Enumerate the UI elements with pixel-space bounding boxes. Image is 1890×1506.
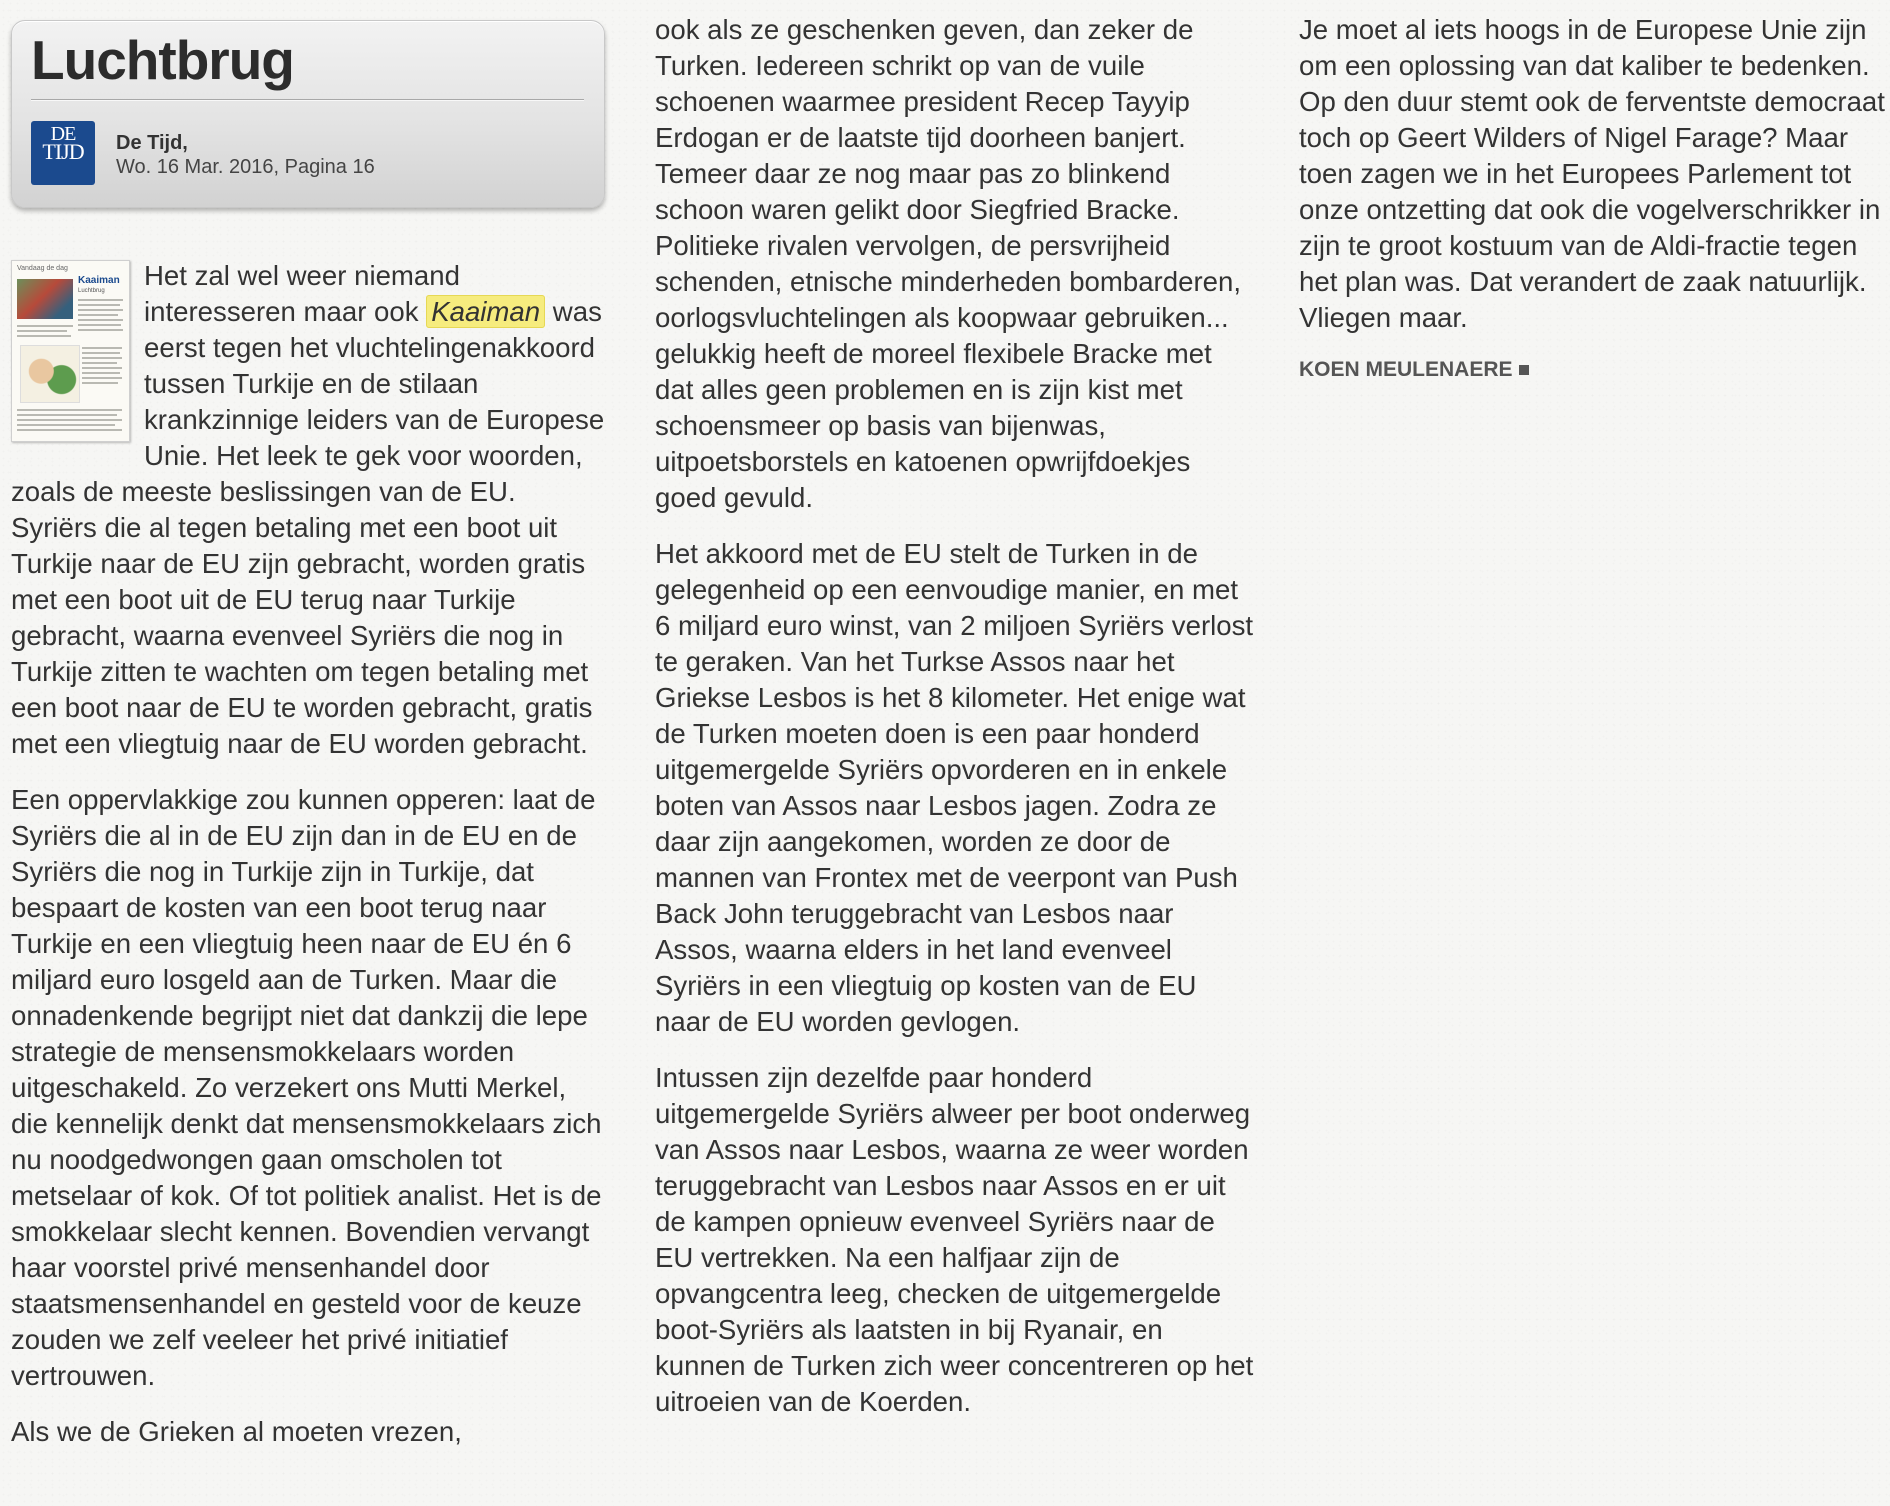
end-mark-icon xyxy=(1519,365,1529,375)
thumbnail-heading-right: Kaaiman xyxy=(78,275,120,286)
logo-text-de: DE xyxy=(50,123,76,145)
article-column-2 xyxy=(655,12,1255,1440)
thumbnail-photo-left xyxy=(17,279,73,319)
de-tijd-logo xyxy=(31,121,95,185)
kaaiman-highlight-link[interactable]: Kaaiman xyxy=(426,295,545,328)
article-column-1 xyxy=(11,20,609,1470)
thumbnail-subtitle: Luchtbrug xyxy=(78,288,105,294)
thumbnail-heading-left: Vandaag de dag xyxy=(17,265,68,272)
paragraph-6: Je moet al iets hoogs in de Europese Unie zijn om een oplossing van dat kaliber te bedenken. Op den duur stemt ook de ferventste democraat toch op Geert Wilders of Nigel Farage? Maar toen zagen we in het Europees Parlement tot onze ontzetting dat ook die vogelverschrikker in zijn te groot kostuum van de Aldi-fractie tegen het plan was. Dat verandert de zaak natuurlijk. Vliegen maar. xyxy=(1299,14,1885,333)
header-divider xyxy=(31,99,584,101)
thumbnail-cartoon xyxy=(20,345,80,403)
article-column-3 xyxy=(1299,12,1889,384)
paragraph-5: Intussen zijn dezelfde paar honderd uitgemergelde Syriërs alweer per boot onderweg van Assos naar Lesbos, waarna ze weer worden teruggebracht van Lesbos naar Assos en er uit de kampen opnieuw evenveel Syriërs naar de EU vertrekken. Na een halfjaar zijn de opvangcentra leeg, checken de uitgemergelde boot-Syriërs als laatsten in bij Ryanair, en kunnen de Turken zich weer concentreren op het uitroeien van de Koerden. xyxy=(655,1062,1254,1417)
paragraph-1 xyxy=(11,258,609,762)
paragraph-3-start: Als we de Grieken al moeten vrezen, xyxy=(11,1416,462,1447)
paragraph-2: Een oppervlakkige zou kunnen opperen: laat de Syriërs die al in de EU zijn dan in de EU en de Syriërs die nog in Turkije zijn in Turkije, dat bespaart de kosten van een boot terug naar Turkije en een vliegtuig heen naar de EU én 6 miljard euro losgeld aan de Turken. Maar die onnadenkende begrijpt niet dat dankzij die lepe strategie de mensensmokkelaars worden uitgeschakeld. Zo verzekert ons Mutti Merkel, die kennelijk denkt dat mensensmokkelaars zich nu noodgedwongen gaan omscholen tot metselaar of kok. Of tot politiek analist. Het is de smokkelaar slecht kennen. Bovendien vervangt haar voorstel privé mensenhandel door staatsmensenhandel en gesteld voor de keuze zouden we zelf veeleer het privé initiatief vertrouwen. xyxy=(11,784,602,1391)
author-name: KOEN MEULENAERE xyxy=(1299,358,1513,381)
article-title: Luchtbrug xyxy=(31,29,294,91)
page-thumbnail[interactable] xyxy=(11,260,130,442)
paragraph-1-text-start: Het zal wel weer niemand interesseren maar ook xyxy=(144,260,460,327)
logo-text-tijd: TIJD xyxy=(42,139,84,164)
paragraph-3-continued: ook als ze geschenken geven, dan zeker de Turken. Iedereen schrikt op van de vuile schoenen waarmee president Recep Tayyip Erdogan er de laatste tijd doorheen banjert. Temeer daar ze nog maar pas zo blinkend schoon waren gelikt door Siegfried Bracke. Politieke rivalen vervolgen, de persvrijheid schenden, etnische minderheden bombarderen, oorlogsvluchtelingen als koopwaar gebruiken... gelukkig heeft de moreel flexibele Bracke met dat alles geen problemen en is zijn kist met schoensmeer op basis van bijenwas, uitpoetsborstels en katoenen opwrijfdoekjes goed gevuld. xyxy=(655,14,1241,513)
publication-date-page: Wo. 16 Mar. 2016, Pagina 16 xyxy=(116,156,375,178)
publication-name: De Tijd, xyxy=(116,132,188,154)
author-byline xyxy=(1299,356,1889,384)
article-header-card xyxy=(11,20,605,208)
paragraph-4: Het akkoord met de EU stelt de Turken in de gelegenheid op een eenvoudige manier, en met 6 miljard euro winst, van 2 miljoen Syriërs verlost te geraken. Van het Turkse Assos naar het Griekse Lesbos is het 8 kilometer. Het enige wat de Turken moeten doen is een paar honderd uitgemergelde Syriërs opvorderen en in enkele boten van Assos naar Lesbos jagen. Zodra ze daar zijn aangekomen, worden ze door de mannen van Frontex met de veerpont van Push Back John teruggebracht van Lesbos naar Assos, waarna elders in het land evenveel Syriërs in een vliegtuig op kosten van de EU naar de EU worden gevlogen. xyxy=(655,538,1254,1037)
paragraph-1-text-end: was eerst tegen het vluchtelingenakkoord tussen Turkije en de stilaan krankzinnige leiders van de Europese Unie. Het leek te gek voor woorden, zoals de meeste beslissingen van de EU. Syriërs die al tegen betaling met een boot uit Turkije naar de EU zijn gebracht, worden gratis met een boot uit de EU terug naar Turkije gebracht, waarna evenveel Syriërs die nog in Turkije zitten te wachten om tegen betaling met een boot naar de EU te worden gebracht, gratis met een vliegtuig naar de EU worden gebracht. xyxy=(11,296,605,759)
